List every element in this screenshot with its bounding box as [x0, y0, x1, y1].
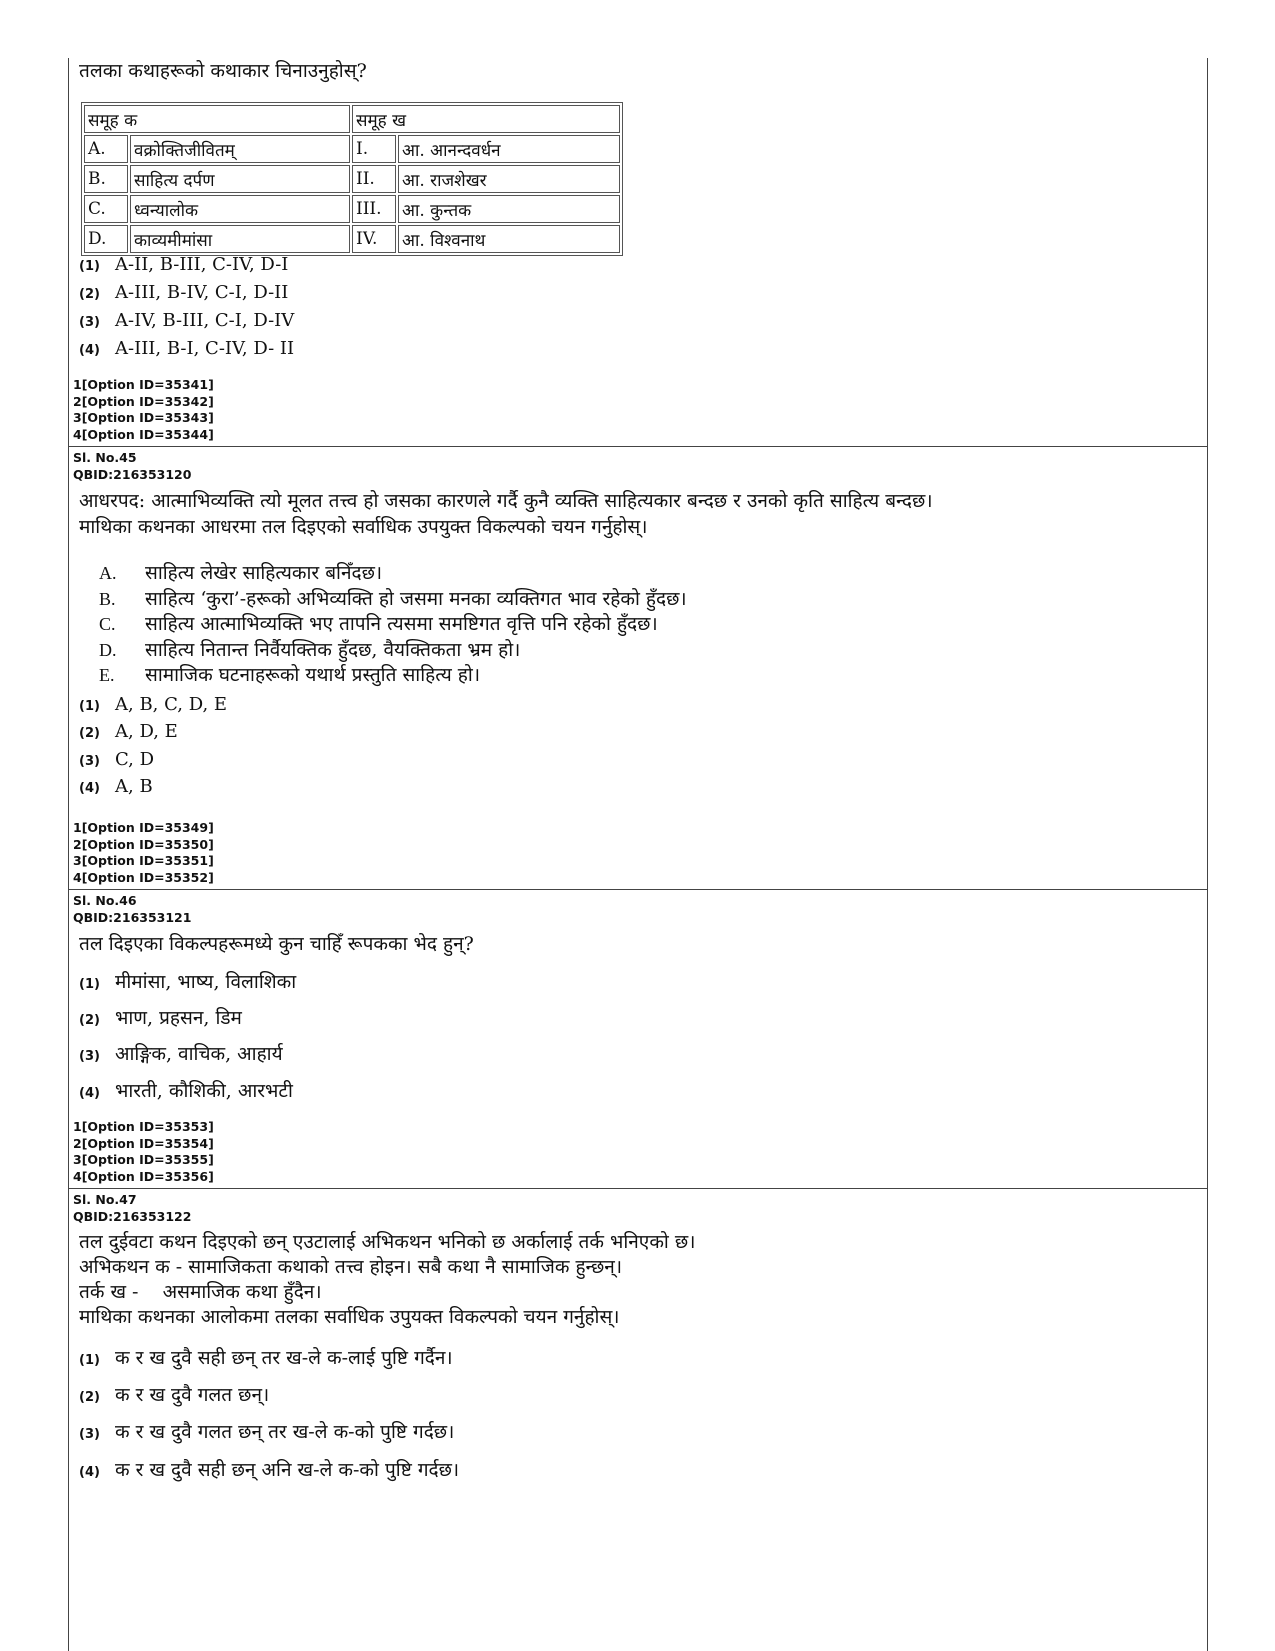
- question-meta: [73, 1192, 191, 1225]
- statement-label: C.: [99, 614, 116, 634]
- option-text: भाण, प्रहसन, डिम: [115, 1007, 242, 1029]
- option-4: [79, 776, 153, 797]
- option-id: 1[Option ID=35341]: [73, 377, 214, 392]
- option-id-list: [73, 820, 214, 886]
- row-key: D.: [84, 225, 128, 253]
- option-text: भारती, कौशिकी, आरभटी: [115, 1080, 293, 1102]
- qbid: QBID:216353121: [73, 909, 192, 925]
- option-id: 4[Option ID=35352]: [73, 869, 214, 885]
- row-key: I.: [352, 135, 396, 163]
- question-text-line: तल दुईवटा कथन दिइएको छन् एउटालाई अभिकथन भनिको छ अर्कालाई तर्क भनिएको छ।: [79, 1231, 696, 1253]
- row-key: II.: [352, 165, 396, 193]
- option-text: A-II, B-III, C-IV, D-I: [115, 254, 289, 275]
- statement-text: सामाजिक घटनाहरूको यथार्थ प्रस्तुति साहित्य हो।: [145, 664, 481, 686]
- question-text-line: तर्क ख - असमाजिक कथा हुँदैन।: [79, 1281, 322, 1303]
- statement-text: साहित्य ‘कुरा’-हरूको अभिव्यक्ति हो जसमा मनका व्यक्तिगत भाव रहेको हुँदछ।: [145, 588, 687, 610]
- option-number: (2): [79, 726, 100, 741]
- option-2: [79, 282, 288, 303]
- row-key: IV.: [352, 225, 396, 253]
- option-id: 3[Option ID=35355]: [73, 1152, 214, 1167]
- option-number: (4): [79, 1465, 100, 1480]
- option-text: क र ख दुवै गलत छन् तर ख-ले क-को पुष्टि गर्दछ।: [115, 1421, 455, 1443]
- option-text: A-IV, B-III, C-I, D-IV: [115, 310, 295, 331]
- divider: [69, 1188, 1207, 1189]
- table-row: [84, 225, 620, 253]
- option-4: [79, 1456, 459, 1482]
- option-id: 3[Option ID=35351]: [73, 853, 214, 868]
- option-text: A, B: [115, 776, 153, 797]
- option-4: [79, 1077, 293, 1103]
- row-value: ध्वन्यालोक: [130, 195, 350, 223]
- statement-e: [99, 661, 480, 687]
- option-number: (1): [79, 259, 100, 274]
- table-header-row: [84, 105, 620, 133]
- row-key: B.: [84, 165, 128, 193]
- option-4: [79, 338, 294, 359]
- option-id: 3[Option ID=35343]: [73, 410, 214, 425]
- option-3: [79, 1418, 454, 1444]
- option-2: [79, 1004, 242, 1030]
- row-value: वक्रोक्तिजीवितम्: [130, 135, 350, 163]
- option-id: 1[Option ID=35349]: [73, 820, 214, 835]
- option-id: 2[Option ID=35354]: [73, 1135, 214, 1151]
- option-id: 4[Option ID=35344]: [73, 426, 214, 442]
- option-text: आङ्गिक, वाचिक, आहार्य: [115, 1043, 283, 1065]
- divider: [69, 446, 1207, 447]
- option-3: [79, 1040, 283, 1066]
- option-id: 2[Option ID=35350]: [73, 836, 214, 852]
- statement-label: D.: [99, 640, 117, 660]
- option-number: (4): [79, 343, 100, 358]
- header-group-kha: समूह ख: [352, 105, 620, 133]
- option-text: क र ख दुवै सही छन् अनि ख-ले क-को पुष्टि गर्दछ।: [115, 1459, 460, 1481]
- question-text: तलका कथाहरूको कथाकार चिनाउनुहोस्?: [79, 60, 367, 82]
- qbid: QBID:216353122: [73, 1208, 192, 1224]
- option-id-list: [73, 1119, 214, 1185]
- row-value: आ. राजशेखर: [398, 165, 620, 193]
- statement-text: साहित्य आत्माभिव्यक्ति भए तापनि त्यसमा समष्टिगत वृत्ति पनि रहेको हुँदछ।: [145, 613, 658, 635]
- statement-b: [99, 585, 687, 611]
- row-value: काव्यमीमांसा: [130, 225, 350, 253]
- statement-d: [99, 636, 520, 662]
- option-text: क र ख दुवै गलत छन्।: [115, 1384, 270, 1406]
- question-meta: [73, 450, 191, 483]
- option-3: [79, 749, 154, 770]
- option-text: A, D, E: [115, 721, 178, 742]
- option-number: (3): [79, 315, 100, 330]
- question-text-line: माथिका कथनका आधरमा तल दिइएको सर्वाधिक उपयुक्त विकल्पको चयन गर्नुहोस्।: [79, 516, 648, 538]
- row-key: III.: [352, 195, 396, 223]
- option-number: (3): [79, 754, 100, 769]
- option-number: (3): [79, 1049, 100, 1064]
- statement-text: साहित्य लेखेर साहित्यकार बनिँदछ।: [145, 562, 383, 584]
- row-value: आ. विश्वनाथ: [398, 225, 620, 253]
- question-text-line: अभिकथन क - सामाजिकता कथाको तत्त्व होइन। सबै कथा नै सामाजिक हुन्छन्।: [79, 1256, 623, 1278]
- option-number: (2): [79, 1390, 100, 1405]
- option-2: [79, 721, 178, 742]
- option-number: (3): [79, 1427, 100, 1442]
- option-1: [79, 1344, 453, 1370]
- statement-label: B.: [99, 589, 116, 609]
- option-number: (2): [79, 287, 100, 302]
- row-key: C.: [84, 195, 128, 223]
- option-number: (4): [79, 781, 100, 796]
- serial-number: Sl. No.45: [73, 450, 137, 465]
- question-text-line: माथिका कथनका आलोकमा तलका सर्वाधिक उपुयक्त विकल्पको चयन गर्नुहोस्।: [79, 1306, 620, 1328]
- option-number: (1): [79, 977, 100, 992]
- page-frame: [68, 58, 1208, 1651]
- option-number: (2): [79, 1013, 100, 1028]
- statement-text: साहित्य नितान्त निर्वैयक्तिक हुँदछ, वैयक्तिकता भ्रम हो।: [145, 639, 521, 661]
- option-number: (4): [79, 1086, 100, 1101]
- question-text-line: आधरपद: आत्माभिव्यक्ति त्यो मूलत तत्त्व हो जसका कारणले गर्दै कुनै व्यक्ति साहित्यकार बन्दछ र उनको कृति साहित्य बन्दछ।: [79, 490, 933, 512]
- option-1: [79, 694, 227, 715]
- option-text: A-III, B-IV, C-I, D-II: [115, 282, 289, 303]
- option-id-list: [73, 377, 214, 443]
- option-id: 4[Option ID=35356]: [73, 1168, 214, 1184]
- option-text: A-III, B-I, C-IV, D- II: [115, 338, 295, 359]
- statement-a: [99, 559, 382, 585]
- option-text: क र ख दुवै सही छन् तर ख-ले क-लाई पुष्टि गर्दैन।: [115, 1347, 453, 1369]
- table-row: [84, 135, 620, 163]
- qbid: QBID:216353120: [73, 466, 192, 482]
- row-value: आ. कुन्तक: [398, 195, 620, 223]
- table-row: [84, 195, 620, 223]
- divider: [69, 889, 1207, 890]
- row-value: आ. आनन्दवर्धन: [398, 135, 620, 163]
- serial-number: Sl. No.47: [73, 1192, 137, 1207]
- serial-number: Sl. No.46: [73, 893, 137, 908]
- question-meta: [73, 893, 191, 926]
- option-id: 2[Option ID=35342]: [73, 393, 214, 409]
- option-text: A, B, C, D, E: [115, 694, 228, 715]
- option-id: 1[Option ID=35353]: [73, 1119, 214, 1134]
- option-3: [79, 310, 294, 331]
- match-table: [81, 102, 623, 256]
- option-1: [79, 254, 288, 275]
- option-text: C, D: [115, 749, 155, 770]
- option-text: मीमांसा, भाष्य, विलाशिका: [115, 971, 297, 993]
- question-text: तल दिइएका विकल्पहरूमध्ये कुन चाहिँ रूपकका भेद हुन्?: [79, 933, 474, 955]
- table-row: [84, 165, 620, 193]
- option-number: (1): [79, 1353, 100, 1368]
- header-group-ka: समूह क: [84, 105, 350, 133]
- statement-label: E.: [99, 665, 115, 685]
- row-value: साहित्य दर्पण: [130, 165, 350, 193]
- option-2: [79, 1381, 269, 1407]
- option-1: [79, 968, 296, 994]
- statement-c: [99, 610, 658, 636]
- option-number: (1): [79, 699, 100, 714]
- statement-label: A.: [99, 563, 117, 583]
- row-key: A.: [84, 135, 128, 163]
